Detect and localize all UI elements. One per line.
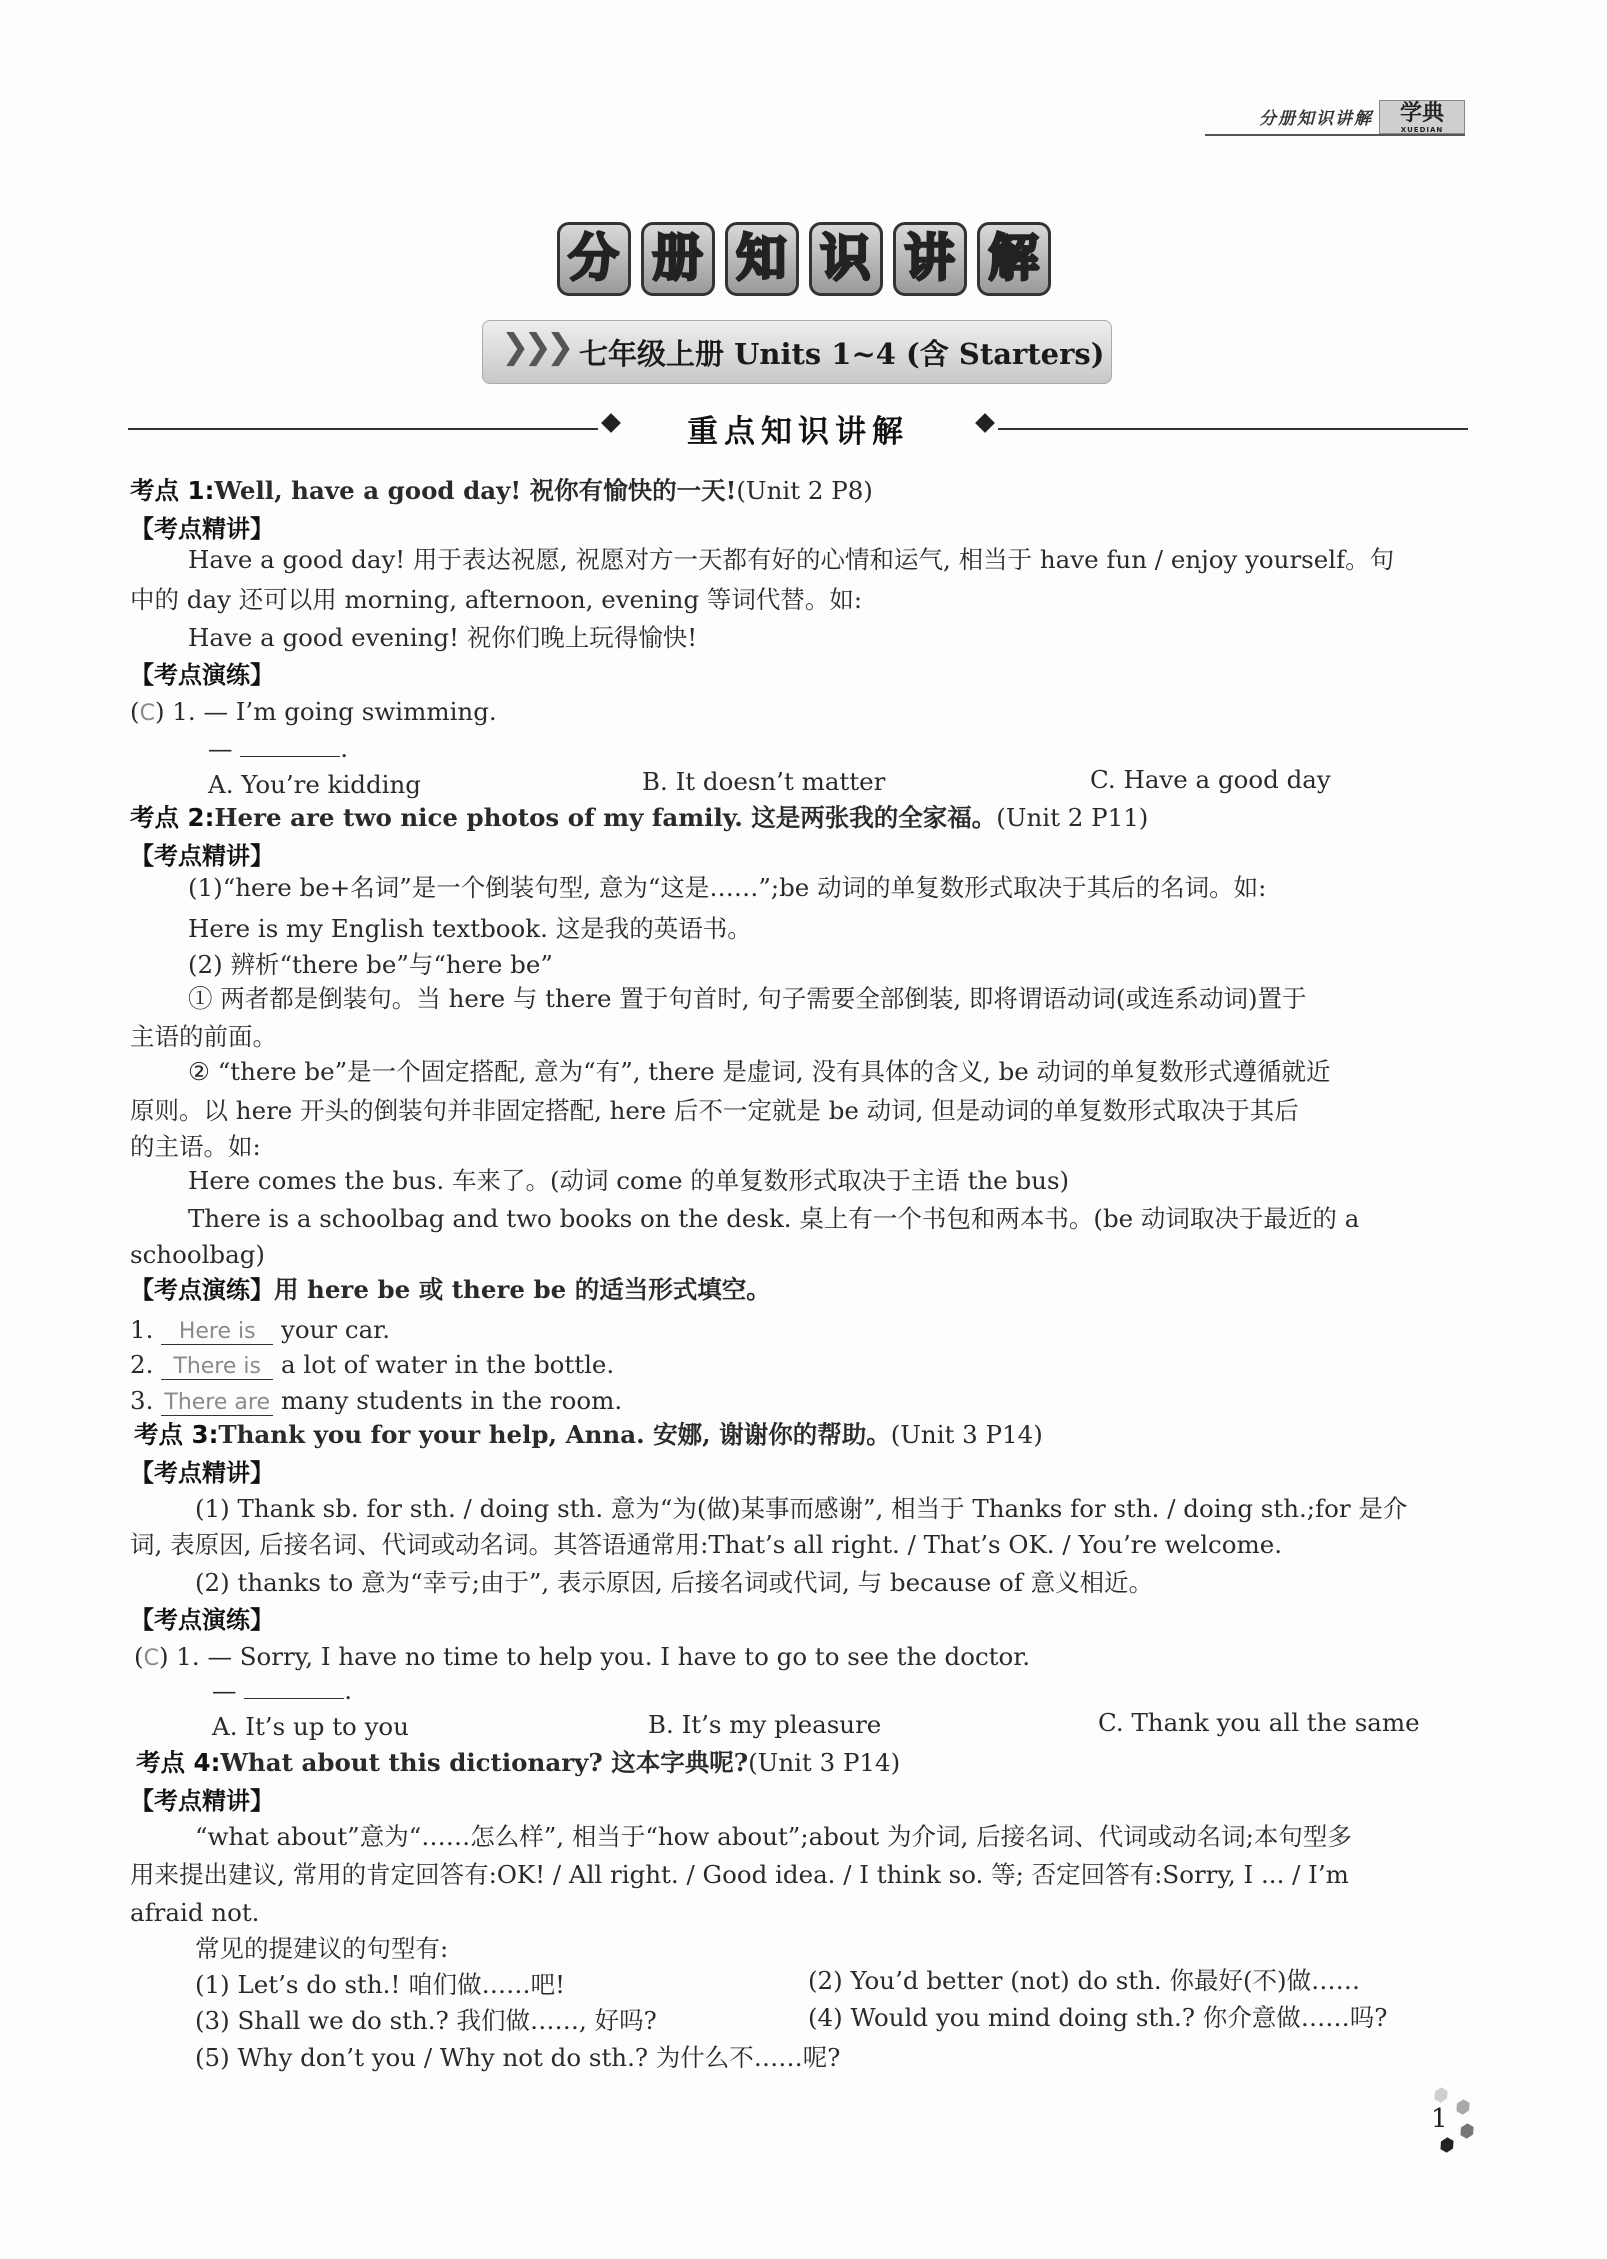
kp1-para-line: 中的 day 还可以用 morning, afternoon, evening 等词代替。如: [130, 585, 863, 614]
kp3-line: (2) thanks to 意为“幸亏;由于”, 表示原因, 后接名词或代词, 与 because of 意义相近。 [195, 1568, 1154, 1597]
kp4-pattern: (1) Let’s do sth.! 咱们做……吧! [195, 1970, 565, 1999]
kp4-line: 用来提出建议, 常用的肯定回答有:OK! / All right. / Good idea. / I think so. 等; 否定回答有:Sorry, I ... / I’m [130, 1860, 1349, 1889]
kp4-line: afraid not. [130, 1898, 260, 1927]
kp3-option-a: A. It’s up to you [212, 1712, 409, 1741]
kp1-question-text: 1. — I’m going swimming. [172, 697, 497, 726]
kp2-item-blank [161, 1389, 273, 1416]
brand-name: 学典 [1399, 101, 1444, 126]
kp2-line: There is a schoolbag and two books on the desk. 桌上有一个书包和两本书。(be 动词取决于最近的 a [188, 1204, 1360, 1233]
kp4-sentence: What about this dictionary? 这本字典呢? [220, 1748, 749, 1777]
kp3-question-text: 1. — Sorry, I have no time to help you. I have to go to see the doctor. [176, 1642, 1031, 1671]
kp1-answer: C [139, 701, 155, 726]
kp1-tag-yanlian: 【考点演练】 [130, 661, 274, 689]
unit-banner-text: 七年级上册 Units 1~4 (含 Starters) [579, 337, 1105, 371]
kp2-line: 原则。以 here 开头的倒装句并非固定搭配, here 后不一定就是 be 动词, 但是动词的单复数形式取决于其后 [130, 1096, 1299, 1125]
kp4-label: 考点 4 [136, 1748, 211, 1777]
title-char: 分 [557, 222, 631, 296]
kp2-item-answer: There are [164, 1390, 270, 1415]
kp1-sentence: Well, have a good day! 祝你有愉快的一天! [214, 476, 737, 505]
kp1-option-b: B. It doesn’t matter [642, 767, 886, 796]
running-header [1205, 100, 1465, 136]
kp1-example: Have a good evening! 祝你们晚上玩得愉快! [188, 623, 698, 652]
kp1-option-c: C. Have a good day [1090, 765, 1331, 794]
kp1-response: — . [208, 734, 349, 763]
kp2-item-number: 2. [130, 1350, 154, 1379]
kp1-question: (C) 1. — I’m going swimming. [130, 697, 497, 726]
kp4-pattern: (5) Why don’t you / Why not do sth.? 为什么不……呢? [195, 2043, 841, 2072]
kp2-item-text: a lot of water in the bottle. [280, 1350, 615, 1379]
kp2-ref: (Unit 2 P11) [996, 803, 1149, 832]
kp2-tag-jingjiang: 【考点精讲】 [130, 842, 274, 870]
header-section-title: 分册知识讲解 [1259, 109, 1373, 129]
kp2-line: ② “there be”是一个固定搭配, 意为“有”, there 是虚词, 没有具体的含义, be 动词的单复数形式遵循就近 [188, 1057, 1331, 1086]
kp1-heading: 考点 1:Well, have a good day! 祝你有愉快的一天!(Unit 2 P8) [130, 476, 873, 505]
kp2-item-number: 3. [130, 1386, 154, 1415]
kp2-drill-heading [130, 1275, 771, 1305]
kp3-ref: (Unit 3 P14) [890, 1420, 1043, 1449]
kp4-pattern: (3) Shall we do sth.? 我们做……, 好吗? [195, 2006, 657, 2035]
kp3-tag-jingjiang: 【考点精讲】 [130, 1459, 274, 1487]
divider-line [998, 428, 1468, 430]
section-heading-bar [128, 408, 1468, 448]
kp3-line: (1) Thank sb. for sth. / doing sth. 意为“为(做)某事而感谢”, 相当于 Thanks for sth. / doing sth.;for 是介 [195, 1494, 1408, 1523]
kp2-sentence: Here are two nice photos of my family. 这是两张我的全家福。 [214, 803, 997, 832]
kp2-drill-instruction: 用 here be 或 there be 的适当形式填空。 [274, 1275, 771, 1304]
brand-subtitle: XUEDIAN [1400, 126, 1444, 134]
kp3-line: 词, 表原因, 后接名词、代词或动名词。其答语通常用:That’s all right. / That’s OK. / You’re welcome. [130, 1530, 1283, 1559]
kp2-item-text: your car. [280, 1315, 390, 1344]
kp3-tag-yanlian: 【考点演练】 [130, 1606, 274, 1634]
kp2-item-answer: There is [173, 1354, 261, 1379]
kp2-label: 考点 2 [130, 803, 205, 832]
kp2-item-number: 1. [130, 1315, 154, 1344]
title-char: 讲 [893, 222, 967, 296]
kp2-item-text: many students in the room. [280, 1386, 623, 1415]
title-char: 册 [641, 222, 715, 296]
kp4-pattern: (4) Would you mind doing sth.? 你介意做……吗? [808, 2003, 1388, 2032]
hexagon-icon [1437, 2135, 1456, 2154]
brand-logo [1379, 100, 1465, 134]
hexagon-icon [1431, 2085, 1450, 2104]
kp4-line: “what about”意为“……怎么样”, 相当于“how about”;about 为介词, 后接名词、代词或动名词;本句型多 [195, 1822, 1352, 1851]
kp2-line: (2) 辨析“there be”与“here be” [188, 950, 553, 979]
kp4-tag-jingjiang: 【考点精讲】 [130, 1787, 274, 1815]
kp3-dash: — [212, 1676, 237, 1705]
kp2-line: 主语的前面。 [130, 1022, 277, 1051]
page-number: 1 [1431, 2104, 1448, 2134]
kp1-option-a: A. You’re kidding [208, 770, 421, 799]
chevrons-icon: ❯❯❯ [501, 327, 569, 367]
kp2-item-blank [161, 1353, 273, 1380]
kp1-dash: — [208, 734, 233, 763]
kp2-item [130, 1350, 614, 1380]
hexagon-icon [1453, 2097, 1472, 2116]
title-char: 知 [725, 222, 799, 296]
kp4-line: 常见的提建议的句型有: [195, 1934, 449, 1963]
kp4-heading: 考点 4:What about this dictionary? 这本字典呢?(Unit 3 P14) [136, 1748, 901, 1777]
kp3-question: (C) 1. — Sorry, I have no time to help you. I have to go to see the doctor. [134, 1642, 1031, 1671]
kp3-blank [244, 1698, 344, 1699]
hexagon-icon [1457, 2121, 1476, 2140]
unit-banner [482, 320, 1112, 384]
kp1-para-line: Have a good day! 用于表达祝愿, 祝愿对方一天都有好的心情和运气, 相当于 have fun / enjoy yourself。句 [188, 545, 1395, 574]
kp2-line: 的主语。如: [130, 1132, 261, 1161]
kp2-item-blank [161, 1318, 273, 1345]
kp2-tag-yanlian: 【考点演练】 [130, 1276, 274, 1304]
kp3-sentence: Thank you for your help, Anna. 安娜, 谢谢你的帮助。 [218, 1420, 891, 1449]
kp3-response: — . [212, 1676, 353, 1705]
kp2-item [130, 1386, 622, 1416]
kp3-option-b: B. It’s my pleasure [648, 1710, 882, 1739]
kp1-blank [240, 756, 340, 757]
header-rule [1205, 134, 1465, 136]
kp2-line: Here comes the bus. 车来了。(动词 come 的单复数形式取决于主语 the bus) [188, 1166, 1070, 1195]
kp3-label: 考点 3 [134, 1420, 209, 1449]
page-title [0, 222, 1607, 296]
kp1-label: 考点 1 [130, 476, 205, 505]
kp3-answer: C [143, 1646, 159, 1671]
kp3-option-c: C. Thank you all the same [1098, 1708, 1420, 1737]
kp2-line: (1)“here be+名词”是一个倒装句型, 意为“这是……”;be 动词的单复数形式取决于其后的名词。如: [188, 873, 1267, 902]
kp3-heading: 考点 3:Thank you for your help, Anna. 安娜, 谢谢你的帮助。(Unit 3 P14) [134, 1420, 1043, 1449]
kp2-line: Here is my English textbook. 这是我的英语书。 [188, 914, 752, 943]
kp2-heading: 考点 2:Here are two nice photos of my family. 这是两张我的全家福。(Unit 2 P11) [130, 803, 1149, 832]
kp4-ref: (Unit 3 P14) [748, 1748, 901, 1777]
kp2-line: ① 两者都是倒装句。当 here 与 there 置于句首时, 句子需要全部倒装, 即将谓语动词(或连系动词)置于 [188, 984, 1307, 1013]
kp2-item [130, 1315, 390, 1345]
kp1-tag-jingjiang: 【考点精讲】 [130, 515, 274, 543]
kp4-pattern: (2) You’d better (not) do sth. 你最好(不)做…… [808, 1966, 1361, 1995]
kp2-line: schoolbag) [130, 1240, 265, 1269]
title-char: 解 [977, 222, 1051, 296]
kp1-ref: (Unit 2 P8) [736, 476, 873, 505]
title-char: 识 [809, 222, 883, 296]
section-heading: 重点知识讲解 [687, 414, 909, 450]
kp2-item-answer: Here is [178, 1319, 256, 1344]
